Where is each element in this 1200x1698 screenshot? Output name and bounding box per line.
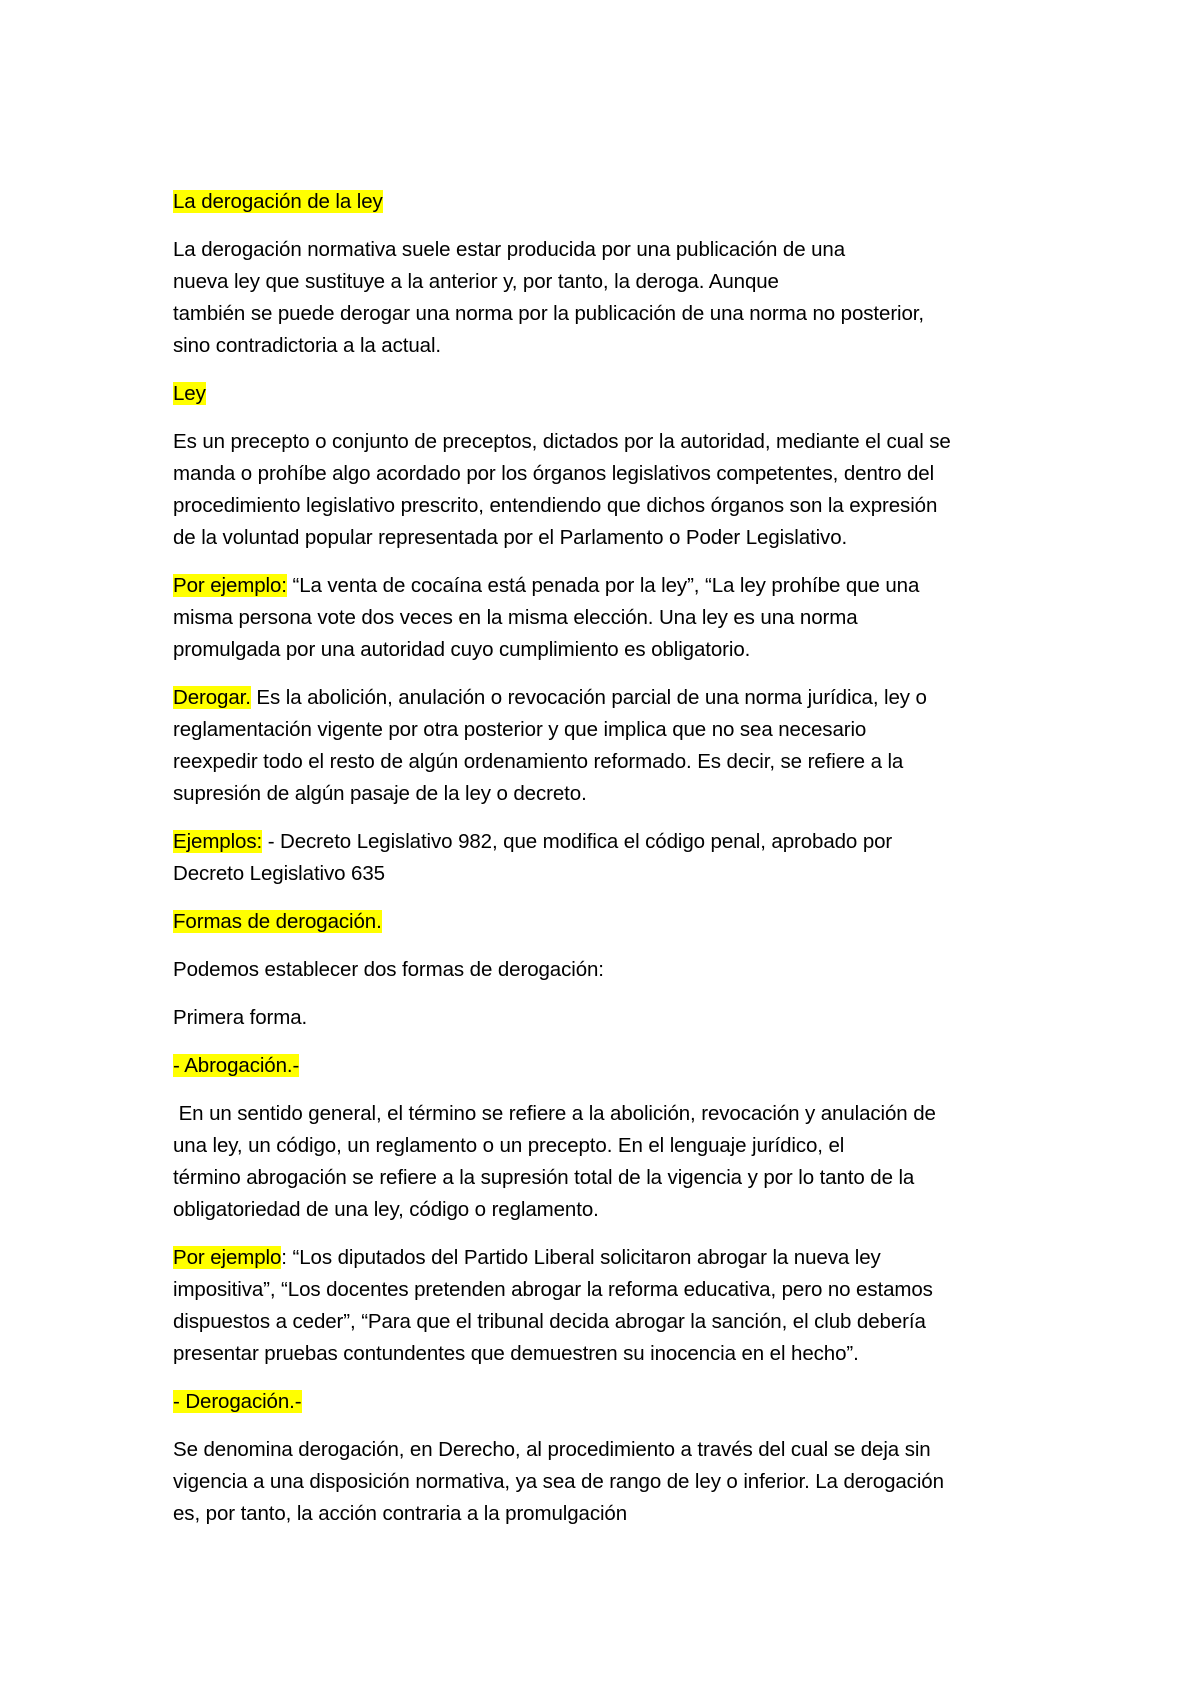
ejemplo1-line: misma persona vote dos veces en la misma elección. Una ley es una norma: [173, 606, 858, 629]
ley-definition-line: manda o prohíbe algo acordado por los órganos legislativos competentes, dentro del: [173, 462, 935, 485]
derogacion-heading: - Derogación.-: [173, 1390, 302, 1413]
intro-line: La derogación normativa suele estar producida por una publicación de una: [173, 238, 846, 261]
formas-heading: Formas de derogación.: [173, 910, 382, 933]
abrogacion-line: término abrogación se refiere a la supresión total de la vigencia y por lo tanto de la: [173, 1166, 915, 1189]
ejemplos-label: Ejemplos:: [173, 830, 263, 853]
intro-line: también se puede derogar una norma por la publicación de una norma no posterior,: [173, 302, 924, 325]
ejemplo2-paragraph: [173, 1242, 1053, 1370]
abrogacion-line: obligatoriedad de una ley, código o reglamento.: [173, 1198, 599, 1221]
heading-ley-paragraph: [173, 378, 1053, 410]
abrogacion-heading: - Abrogación.-: [173, 1054, 300, 1077]
ejemplo2-line: impositiva”, “Los docentes pretenden abrogar la reforma educativa, pero no estamos: [173, 1278, 933, 1301]
ejemplos-text: - Decreto Legislativo 982, que modifica el código penal, aprobado por: [262, 830, 893, 853]
ejemplo1-paragraph: [173, 570, 1053, 666]
intro-line: nueva ley que sustituye a la anterior y, por tanto, la deroga. Aunque: [173, 270, 779, 293]
ejemplo2-line: presentar pruebas contundentes que demuestren su inocencia en el hecho”.: [173, 1342, 859, 1365]
derogar-line: reglamentación vigente por otra posterior y que implica que no sea necesario: [173, 718, 867, 741]
ejemplo1-text: “La venta de cocaína está penada por la ley”, “La ley prohíbe que una: [286, 574, 920, 597]
heading-ley: Ley: [173, 382, 206, 405]
ejemplo2-first-line: [173, 1242, 1053, 1274]
ley-definition-line: Es un precepto o conjunto de preceptos, dictados por la autoridad, mediante el cual se: [173, 430, 951, 453]
abrogacion-paragraph: [173, 1098, 1053, 1226]
ejemplo2-line: dispuestos a ceder”, “Para que el tribunal decida abrogar la sanción, el club debería: [173, 1310, 926, 1333]
ejemplo1-first-line: [173, 570, 1053, 602]
ley-definition-line: procedimiento legislativo prescrito, entendiendo que dichos órganos son la expresión: [173, 494, 938, 517]
derogacion-line: Se denomina derogación, en Derecho, al procedimiento a través del cual se deja sin: [173, 1438, 931, 1461]
heading-main: La derogación de la ley: [173, 190, 383, 213]
abrogacion-line: En un sentido general, el término se refiere a la abolición, revocación y anulación de: [173, 1102, 936, 1125]
ejemplos-paragraph: [173, 826, 1053, 890]
derogar-text: Es la abolición, anulación o revocación parcial de una norma jurídica, ley o: [250, 686, 927, 709]
heading-main-paragraph: [173, 186, 1053, 218]
abrogacion-heading-paragraph: [173, 1050, 1053, 1082]
derogacion-line: es, por tanto, la acción contraria a la promulgación: [173, 1502, 628, 1525]
document-body: [173, 186, 1053, 1546]
derogacion-paragraph: [173, 1434, 1053, 1530]
ley-definition-line: de la voluntad popular representada por el Parlamento o Poder Legislativo.: [173, 526, 848, 549]
ejemplo1-line: promulgada por una autoridad cuyo cumplimiento es obligatorio.: [173, 638, 751, 661]
ejemplo1-label: Por ejemplo:: [173, 574, 287, 597]
derogar-first-line: [173, 682, 1053, 714]
ejemplo2-text: : “Los diputados del Partido Liberal solicitaron abrogar la nueva ley: [281, 1246, 881, 1269]
derogar-line: reexpedir todo el resto de algún ordenamiento reformado. Es decir, se refiere a la: [173, 750, 904, 773]
ley-definition-paragraph: [173, 426, 1053, 554]
derogar-label: Derogar.: [173, 686, 251, 709]
derogacion-line: vigencia a una disposición normativa, ya sea de rango de ley o inferior. La derogación: [173, 1470, 944, 1493]
intro-paragraph: [173, 234, 1053, 362]
ejemplo2-label: Por ejemplo: [173, 1246, 282, 1269]
derogar-paragraph: [173, 682, 1053, 810]
derogar-line: supresión de algún pasaje de la ley o decreto.: [173, 782, 587, 805]
formas-intro: Podemos establecer dos formas de derogación:: [173, 958, 604, 981]
ejemplos-line: Decreto Legislativo 635: [173, 862, 385, 885]
intro-line: sino contradictoria a la actual.: [173, 334, 442, 357]
derogacion-heading-paragraph: [173, 1386, 1053, 1418]
primera-forma: Primera forma.: [173, 1006, 308, 1029]
ejemplos-first-line: [173, 826, 1053, 858]
abrogacion-line: una ley, un código, un reglamento o un precepto. En el lenguaje jurídico, el: [173, 1134, 845, 1157]
formas-heading-paragraph: [173, 906, 1053, 938]
